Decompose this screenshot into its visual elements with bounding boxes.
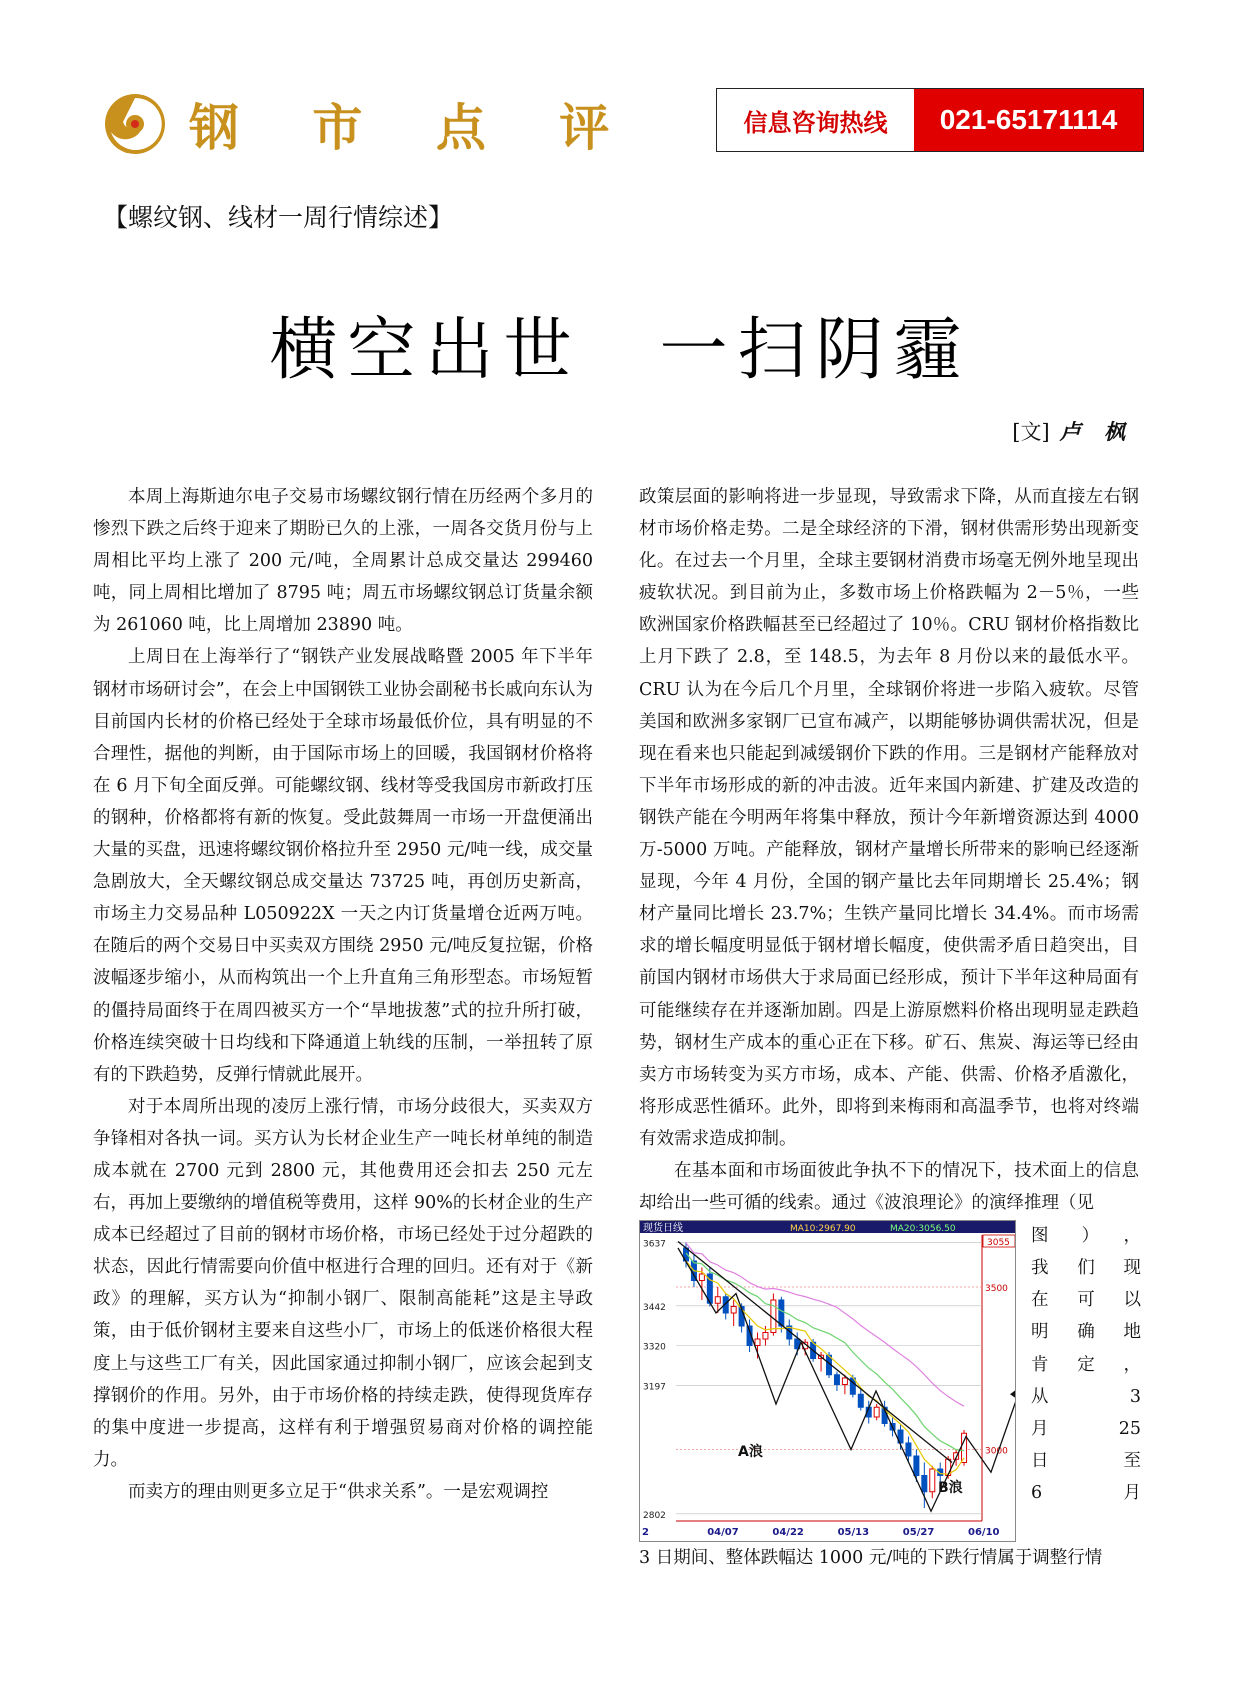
x-tick-label: 06/10 <box>968 1527 1000 1539</box>
hotline-number: 021-65171114 <box>914 89 1143 151</box>
candle-body <box>842 1378 847 1385</box>
moving-average-line <box>686 1261 964 1474</box>
candle-body <box>715 1297 720 1304</box>
candle-body <box>858 1394 863 1407</box>
wave-chart <box>639 1220 1016 1542</box>
legend-ma10: MA10:2967.90 <box>790 1224 856 1235</box>
candle-body <box>874 1407 879 1417</box>
paragraph: 而卖方的理由则更多立足于“供求关系”。一是宏观调控 <box>128 1481 549 1502</box>
article-left-column <box>93 481 593 1508</box>
candle-body <box>755 1339 760 1346</box>
candle-body <box>779 1300 784 1326</box>
hotline-label: 信息咨询热线 <box>743 108 888 137</box>
annotation-b-wave: B浪 <box>938 1479 963 1496</box>
headline: 横空出世 一扫阴霾 <box>269 311 972 390</box>
x-tick-label: 05/27 <box>902 1527 935 1539</box>
wave-arrow-icon <box>1010 1388 1015 1398</box>
candle-body <box>834 1375 839 1385</box>
side-line: 6 月 <box>1031 1482 1141 1503</box>
candle-body <box>906 1443 911 1456</box>
x-tick-label: 2 <box>642 1527 649 1539</box>
byline-prefix: [文] <box>1012 420 1050 444</box>
swirl-logo-icon <box>103 92 167 156</box>
candle-body <box>930 1469 935 1492</box>
side-line: 从 3 <box>1031 1386 1141 1407</box>
y-tick-label: 3637 <box>643 1239 666 1250</box>
candle-body <box>914 1456 919 1476</box>
article-right-column <box>639 481 1139 1574</box>
moving-average-line <box>686 1243 964 1406</box>
hotline-box <box>716 88 1144 152</box>
right-tick-label: 3000 <box>985 1446 1008 1457</box>
figure-row <box>639 1220 1139 1542</box>
paragraph: 本周上海斯迪尔电子交易市场螺纹钢行情在历经两个多月的惨烈下跌之后终于迎来了期盼已久的上涨，一周各交货月份与上周相比平均上涨了 200 元/吨，全周累计总成交量达 299460 吨，同上周相比增加了 8795 吨；周五市场螺纹钢总订货量余额为 261060 吨，比上周增加 23890 吨。 <box>93 487 593 636</box>
y-tick-label: 2802 <box>643 1511 666 1522</box>
candle-body <box>731 1307 736 1314</box>
paragraph: 上周日在上海举行了“钢铁产业发展战略暨 2005 年下半年钢材市场研讨会”，在会上中国钢铁工业协会副秘书长戚向东认为目前国内长材的价格已经处于全球市场最低价位，具有明显的不合理性，据他的判断，由于国际市场上的回暖，我国钢材价格将在 6 月下旬全面反弹。可能螺纹钢、线材等受我国房市新政打压的钢种，价格都将有新的恢复。受此鼓舞周一市场一开盘便涌出大量的买盘，迅速将螺纹钢价格拉升至 2950 元/吨一线，成交量急剧放大，全天螺纹钢总成交量达 73725 吨，再创历史新高，市场主力交易品种 L050922X 一天之内订货量增仓近两万吨。在随后的两个交易日中买卖双方围绕 2950 元/吨反复拉锯，价格波幅逐步缩小，从而构筑出一个上升直角三角形型态。市场短暂的僵持局面终于在周四被买方一个“旱地拔葱”式的拉升所打破，价格连续突破十日均线和下降通道上轨线的压制，一举扭转了原有的下跌趋势，反弹行情就此展开。 <box>93 647 593 1085</box>
right-tick-label: 3500 <box>985 1284 1008 1295</box>
paragraph: 对于本周所出现的凌厉上涨行情，市场分歧很大，买卖双方争锋相对各执一词。买方认为长材企业生产一吨长材单纯的制造成本就在 2700 元到 2800 元，其他费用还会扣去 250 元左右，再加上要缴纳的增值税等费用，这样 90%的长材企业的生产成本已经超过了目前的钢材市场价格，市场已经处于过分超跌的状态，因此行情需要向价值中枢进行合理的回归。还有对于《新政》的理解，买方认为“抑制小钢厂、限制高能耗”这是主导政策，由于低价钢材主要来自这些小厂，市场上的低迷价格很大程度上与这些工厂有关，因此国家通过抑制小钢厂，应该会起到支撑钢价的作用。另外，由于市场价格的持续走跌，使得现货库存的集中度进一步提高，这样有利于增强贸易商对价格的调控能力。 <box>93 1096 593 1470</box>
price-box-label: 3055 <box>987 1238 1010 1249</box>
x-tick-label: 04/07 <box>707 1527 739 1539</box>
logo-title: 钢 市 点 评 <box>189 99 638 157</box>
side-line: 日 至 <box>1031 1450 1141 1471</box>
side-line: 我们现 <box>1031 1258 1141 1279</box>
byline-author: 卢 枫 <box>1059 419 1133 444</box>
side-line: 明确地 <box>1031 1322 1141 1343</box>
byline <box>1012 416 1133 446</box>
chart-title: 现货日线 <box>643 1223 683 1235</box>
candle-body <box>763 1333 768 1340</box>
annotation-a-wave: A浪 <box>738 1444 763 1461</box>
y-tick-label: 3320 <box>643 1342 666 1353</box>
side-line: 肯定， <box>1031 1354 1141 1375</box>
legend-ma20: MA20:3056.50 <box>890 1224 956 1235</box>
logo <box>103 92 637 156</box>
candle-body <box>699 1274 704 1281</box>
paragraph: 政策层面的影响将进一步显现，导致需求下降，从而直接左右钢材市场价格走势。二是全球经济的下滑，钢材供需形势出现新变化。在过去一个月里，全球主要钢材消费市场毫无例外地呈现出疲软状况。到目前为止，多数市场上价格跌幅为 2－5％，一些欧洲国家价格跌幅甚至已经超过了 10％。CRU 钢材价格指数比上月下跌了 2.8，至 148.5，为去年 8 月份以来的最低水平。CRU 认为在今后几个月里，全球钢价将进一步陷入疲软。尽管美国和欧洲多家钢厂已宣布减产，以期能够协调供需状况，但是现在看来也只能起到减缓钢价下跌的作用。三是钢材产能释放对下半年市场形成的新的冲击波。近年来国内新建、扩建及改造的钢铁产能在今明两年将集中释放，预计今年新增资源达到 4000 万-5000 万吨。产能释放，钢材产量增长所带来的影响已经逐渐显现，今年 4 月份，全国的钢产量比去年同期增长 25.4%；钢材产量同比增长 23.7%；生铁产量同比增长 34.4%。而市场需求的增长幅度明显低于钢材增长幅度，使供需矛盾日趋突出，目前国内钢材市场供大于求局面已经形成，预计下半年这种局面有可能继续存在并逐渐加剧。四是上游原燃料价格出现明显走跌趋势，钢材生产成本的重心正在下移。矿石、焦炭、海运等已经由卖方市场转变为买方市场，成本、产能、供需、价格矛盾激化，将形成恶性循环。此外，即将到来梅雨和高温季节，也将对终端有效需求造成抑制。 <box>639 487 1139 1149</box>
side-line: 图）， <box>1031 1226 1141 1247</box>
y-tick-label: 3442 <box>643 1303 666 1314</box>
figure-side-text <box>1031 1220 1141 1509</box>
side-line: 月 25 <box>1031 1418 1141 1439</box>
wave-chart-svg <box>640 1221 1015 1541</box>
paragraph-continuation: 3 日期间、整体跌幅达 1000 元/吨的下跌行情属于调整行情 <box>639 1548 1103 1569</box>
x-tick-label: 05/13 <box>837 1527 870 1539</box>
x-tick-label: 04/22 <box>772 1527 804 1539</box>
section-tag: 【螺纹钢、线材一周行情综述】 <box>103 203 454 232</box>
y-tick-label: 3197 <box>643 1382 666 1393</box>
side-line: 在可以 <box>1031 1290 1141 1311</box>
downtrend-line <box>678 1242 952 1463</box>
candle-body <box>922 1476 927 1492</box>
paragraph: 在基本面和市场面彼此争执不下的情况下，技术面上的信息却给出一些可循的线索。通过《波浪理论》的演绎推理（见 <box>639 1160 1139 1214</box>
